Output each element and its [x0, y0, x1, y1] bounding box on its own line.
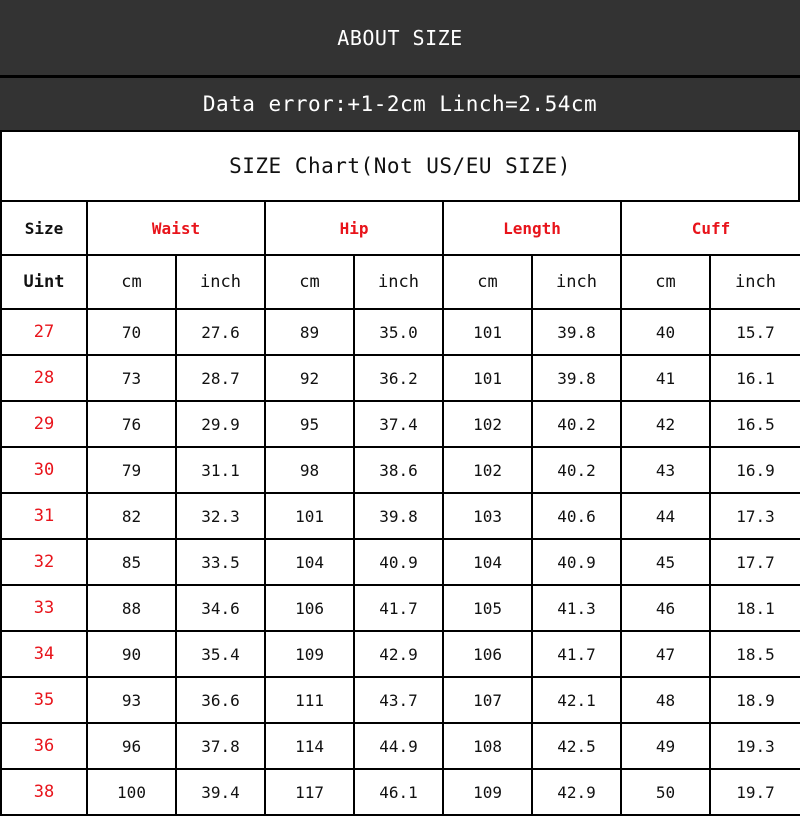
unit-header-row: [1, 255, 800, 309]
table-row: [1, 309, 800, 355]
table-row: [1, 585, 800, 631]
value-cell: 40.9: [354, 539, 443, 585]
value-cell: 18.9: [710, 677, 800, 723]
value-cell: 50: [621, 769, 710, 815]
value-cell: 41.3: [532, 585, 621, 631]
size-cell: 32: [1, 539, 87, 585]
value-cell: 117: [265, 769, 354, 815]
size-cell: 36: [1, 723, 87, 769]
value-cell: 34.6: [176, 585, 265, 631]
table-row: [1, 447, 800, 493]
value-cell: 16.1: [710, 355, 800, 401]
value-cell: 38.6: [354, 447, 443, 493]
group-header-row: [1, 201, 800, 255]
value-cell: 96: [87, 723, 176, 769]
group-waist-header: Waist: [87, 201, 265, 255]
group-hip-header: Hip: [265, 201, 443, 255]
value-cell: 46.1: [354, 769, 443, 815]
value-cell: 40.6: [532, 493, 621, 539]
size-cell: 27: [1, 309, 87, 355]
value-cell: 103: [443, 493, 532, 539]
value-cell: 46: [621, 585, 710, 631]
size-cell: 34: [1, 631, 87, 677]
size-cell: 30: [1, 447, 87, 493]
value-cell: 89: [265, 309, 354, 355]
value-cell: 29.9: [176, 401, 265, 447]
value-cell: 40.9: [532, 539, 621, 585]
value-cell: 16.5: [710, 401, 800, 447]
value-cell: 37.8: [176, 723, 265, 769]
value-cell: 35.0: [354, 309, 443, 355]
value-cell: 27.6: [176, 309, 265, 355]
value-cell: 104: [265, 539, 354, 585]
value-cell: 82: [87, 493, 176, 539]
value-cell: 42.9: [354, 631, 443, 677]
size-chart-title: SIZE Chart(Not US/EU SIZE): [0, 130, 800, 200]
table-row: [1, 723, 800, 769]
value-cell: 76: [87, 401, 176, 447]
value-cell: 88: [87, 585, 176, 631]
size-header-cell: Size: [1, 201, 87, 255]
value-cell: 93: [87, 677, 176, 723]
value-cell: 49: [621, 723, 710, 769]
page-title: ABOUT SIZE: [0, 0, 800, 78]
value-cell: 102: [443, 447, 532, 493]
value-cell: 36.6: [176, 677, 265, 723]
size-cell: 35: [1, 677, 87, 723]
value-cell: 114: [265, 723, 354, 769]
value-cell: 109: [443, 769, 532, 815]
value-cell: 36.2: [354, 355, 443, 401]
size-cell: 38: [1, 769, 87, 815]
value-cell: 18.1: [710, 585, 800, 631]
value-cell: 42.5: [532, 723, 621, 769]
value-cell: 106: [265, 585, 354, 631]
value-cell: 102: [443, 401, 532, 447]
unit-cell: cm: [265, 255, 354, 309]
value-cell: 101: [443, 309, 532, 355]
value-cell: 43.7: [354, 677, 443, 723]
value-cell: 39.8: [354, 493, 443, 539]
data-error-note: Data error:+1-2cm Linch=2.54cm: [0, 78, 800, 130]
value-cell: 41.7: [532, 631, 621, 677]
value-cell: 42.1: [532, 677, 621, 723]
unit-cell: inch: [176, 255, 265, 309]
value-cell: 79: [87, 447, 176, 493]
table-row: [1, 677, 800, 723]
value-cell: 40: [621, 309, 710, 355]
value-cell: 70: [87, 309, 176, 355]
table-row: [1, 355, 800, 401]
value-cell: 42: [621, 401, 710, 447]
value-cell: 107: [443, 677, 532, 723]
unit-cell: cm: [87, 255, 176, 309]
value-cell: 111: [265, 677, 354, 723]
group-cuff-header: Cuff: [621, 201, 800, 255]
value-cell: 109: [265, 631, 354, 677]
unit-cell: cm: [443, 255, 532, 309]
value-cell: 92: [265, 355, 354, 401]
value-cell: 101: [443, 355, 532, 401]
size-cell: 28: [1, 355, 87, 401]
value-cell: 37.4: [354, 401, 443, 447]
unit-cell: inch: [354, 255, 443, 309]
value-cell: 32.3: [176, 493, 265, 539]
table-row: [1, 539, 800, 585]
unit-cell: inch: [710, 255, 800, 309]
value-cell: 105: [443, 585, 532, 631]
value-cell: 33.5: [176, 539, 265, 585]
value-cell: 31.1: [176, 447, 265, 493]
value-cell: 19.3: [710, 723, 800, 769]
value-cell: 47: [621, 631, 710, 677]
value-cell: 41: [621, 355, 710, 401]
size-cell: 33: [1, 585, 87, 631]
value-cell: 44.9: [354, 723, 443, 769]
value-cell: 43: [621, 447, 710, 493]
value-cell: 15.7: [710, 309, 800, 355]
size-cell: 31: [1, 493, 87, 539]
value-cell: 28.7: [176, 355, 265, 401]
value-cell: 45: [621, 539, 710, 585]
table-row: [1, 769, 800, 815]
group-length-header: Length: [443, 201, 621, 255]
value-cell: 35.4: [176, 631, 265, 677]
unit-header-cell: Uint: [1, 255, 87, 309]
value-cell: 95: [265, 401, 354, 447]
value-cell: 104: [443, 539, 532, 585]
value-cell: 73: [87, 355, 176, 401]
value-cell: 90: [87, 631, 176, 677]
value-cell: 39.8: [532, 309, 621, 355]
value-cell: 41.7: [354, 585, 443, 631]
value-cell: 106: [443, 631, 532, 677]
unit-cell: inch: [532, 255, 621, 309]
value-cell: 19.7: [710, 769, 800, 815]
value-cell: 44: [621, 493, 710, 539]
value-cell: 39.4: [176, 769, 265, 815]
value-cell: 42.9: [532, 769, 621, 815]
value-cell: 16.9: [710, 447, 800, 493]
value-cell: 17.7: [710, 539, 800, 585]
value-cell: 100: [87, 769, 176, 815]
table-row: [1, 401, 800, 447]
value-cell: 98: [265, 447, 354, 493]
size-cell: 29: [1, 401, 87, 447]
value-cell: 17.3: [710, 493, 800, 539]
value-cell: 18.5: [710, 631, 800, 677]
table-row: [1, 631, 800, 677]
value-cell: 39.8: [532, 355, 621, 401]
value-cell: 48: [621, 677, 710, 723]
value-cell: 40.2: [532, 401, 621, 447]
size-table: [0, 200, 800, 816]
value-cell: 85: [87, 539, 176, 585]
value-cell: 101: [265, 493, 354, 539]
table-row: [1, 493, 800, 539]
unit-cell: cm: [621, 255, 710, 309]
value-cell: 108: [443, 723, 532, 769]
value-cell: 40.2: [532, 447, 621, 493]
